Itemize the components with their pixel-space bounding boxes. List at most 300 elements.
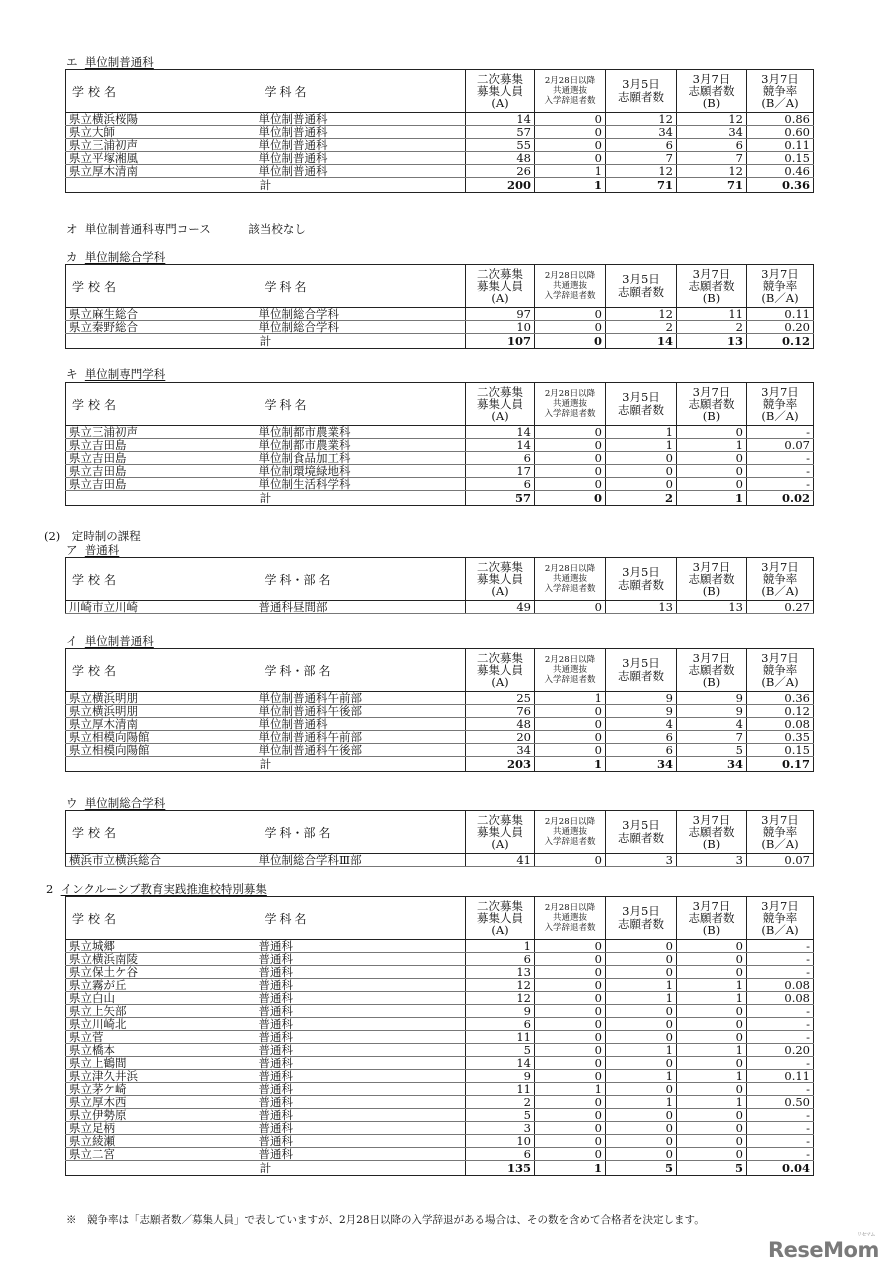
header-line: 志願者数 (618, 669, 664, 683)
header-line: 競争率 (762, 663, 798, 677)
dept-name: 普通科 (259, 1057, 466, 1070)
ratio-value: - (747, 1122, 814, 1135)
total-ratio: 0.04 (747, 1161, 814, 1176)
header-line: 3月7日 (761, 267, 799, 281)
header-line: (B／A) (761, 923, 799, 937)
dept-name: 単位制普通科 (259, 152, 466, 165)
ratio-value: 0.11 (747, 308, 814, 321)
section-label: インクルーシブ教育実践推進校特別募集 (60, 882, 267, 896)
withdrawals-value: 0 (535, 1044, 606, 1057)
applicants-0307-value: 0 (677, 1109, 747, 1122)
dept-name: 単位制都市農業科 (259, 426, 466, 439)
school-name: 県立平塚湘風 (66, 152, 259, 165)
header-line: 二次募集 (477, 385, 523, 399)
header-line: 競争率 (762, 84, 798, 98)
capacity-value: 9 (466, 1070, 535, 1083)
school-name: 県立麻生総合 (66, 308, 259, 321)
header-ratio (747, 70, 814, 113)
total-withdrawals: 1 (535, 757, 606, 772)
applicants-0307-value: 3 (677, 854, 747, 867)
header-line: 入学辞退者数 (544, 409, 596, 419)
header-school: 学校名 (66, 649, 259, 692)
school-name: 県立城郷 (66, 940, 259, 953)
header-line: 3月5日 (622, 77, 660, 91)
header-line: 2月28日以降 (544, 271, 596, 281)
header-capacity (466, 383, 535, 426)
ratio-value: 0.11 (747, 139, 814, 152)
ratio-value: 0.08 (747, 992, 814, 1005)
dept-name: 単位制総合学科 (259, 321, 466, 334)
capacity-value: 57 (466, 126, 535, 139)
school-name: 県立菅 (66, 1031, 259, 1044)
applicants-0305-value: 6 (606, 139, 677, 152)
table-row (66, 1044, 814, 1057)
table-row (66, 940, 814, 953)
applicants-0307-value: 13 (677, 601, 747, 614)
applicants-0305-value: 1 (606, 1070, 677, 1083)
ratio-value: 0.15 (747, 152, 814, 165)
dept-name: 単位制普通科 (259, 718, 466, 731)
resemom-logo (768, 1232, 879, 1262)
ratio-value: 0.20 (747, 1044, 814, 1057)
header-line: 志願者数 (688, 572, 735, 586)
school-name: 県立横浜桜陽 (66, 113, 259, 126)
withdrawals-value: 0 (535, 1122, 606, 1135)
dept-name: 普通科 (259, 953, 466, 966)
table-row (66, 1135, 814, 1148)
total-withdrawals: 1 (535, 178, 606, 193)
ratio-value: 0.46 (747, 165, 814, 178)
withdrawals-value: 0 (535, 1018, 606, 1031)
table-row (66, 705, 814, 718)
withdrawals-value: 0 (535, 718, 606, 731)
header-applicants-0305 (606, 649, 677, 692)
header-line: 2月28日以降 (544, 655, 596, 665)
section-label: 単位制専門学科 (84, 367, 166, 381)
withdrawals-value: 0 (535, 744, 606, 757)
total-applicants-0307: 13 (677, 334, 747, 349)
table-ki (65, 382, 814, 506)
section-title-ki (66, 367, 165, 381)
header-line: 3月5日 (622, 904, 660, 918)
total-label: 計 (66, 178, 466, 193)
header-line: 競争率 (762, 825, 798, 839)
header-line: (A) (491, 291, 509, 305)
header-row (66, 265, 814, 308)
header-line: 共通選抜 (552, 399, 587, 409)
applicants-0305-value: 0 (606, 1135, 677, 1148)
table-row (66, 452, 814, 465)
applicants-0307-value: 0 (677, 1031, 747, 1044)
capacity-value: 25 (466, 692, 535, 705)
applicants-0305-value: 3 (606, 854, 677, 867)
applicants-0305-value: 12 (606, 113, 677, 126)
header-line: (B／A) (761, 584, 799, 598)
school-name: 県立大師 (66, 126, 259, 139)
header-line: 3月7日 (692, 385, 731, 399)
header-line: 共通選抜 (552, 913, 587, 923)
capacity-value: 14 (466, 426, 535, 439)
header-line: 2月28日以降 (544, 389, 596, 399)
capacity-value: 10 (466, 1135, 535, 1148)
applicants-0305-value: 12 (606, 308, 677, 321)
applicants-0307-value: 0 (677, 1018, 747, 1031)
withdrawals-value: 0 (535, 731, 606, 744)
section-prefix: イ (66, 634, 78, 648)
applicants-0307-value: 1 (677, 992, 747, 1005)
header-ratio (747, 649, 814, 692)
header-line: 志願者数 (688, 663, 735, 677)
applicants-0307-value: 11 (677, 308, 747, 321)
withdrawals-value: 0 (535, 1057, 606, 1070)
ratio-value: - (747, 1005, 814, 1018)
table-row (66, 1148, 814, 1161)
header-line: 3月7日 (692, 651, 731, 665)
header-line: 競争率 (762, 279, 798, 293)
capacity-value: 3 (466, 1122, 535, 1135)
logo-text: ReseMom (768, 1238, 879, 1262)
applicants-0305-value: 0 (606, 940, 677, 953)
capacity-value: 14 (466, 113, 535, 126)
applicants-0305-value: 0 (606, 465, 677, 478)
withdrawals-value: 1 (535, 1083, 606, 1096)
header-line: 志願者数 (618, 285, 664, 299)
header-line: 3月7日 (761, 72, 799, 86)
ratio-value: - (747, 478, 814, 491)
ratio-value: 0.11 (747, 1070, 814, 1083)
header-line: 3月5日 (622, 272, 660, 286)
applicants-0307-value: 34 (677, 126, 747, 139)
header-line: 3月7日 (761, 899, 799, 913)
header-line: 志願者数 (618, 578, 664, 592)
header-line: 二次募集 (477, 267, 523, 281)
school-name: 県立三浦初声 (66, 426, 259, 439)
header-ratio (747, 811, 814, 854)
header-line: 二次募集 (477, 560, 523, 574)
capacity-value: 5 (466, 1109, 535, 1122)
header-line: 共通選抜 (552, 86, 587, 96)
capacity-value: 17 (466, 465, 535, 478)
applicants-0305-value: 12 (606, 165, 677, 178)
withdrawals-value: 0 (535, 465, 606, 478)
no-school-note: 該当校なし (248, 222, 306, 236)
header-school: 学校名 (66, 265, 259, 308)
table-t-a (65, 557, 814, 614)
section-title-t-i (66, 634, 154, 648)
withdrawals-value: 0 (535, 1031, 606, 1044)
table-row (66, 731, 814, 744)
school-name: 県立二宮 (66, 1148, 259, 1161)
header-line: (B／A) (761, 409, 799, 423)
header-line: 2月28日以降 (544, 817, 596, 827)
header-line: 2月28日以降 (544, 903, 596, 913)
header-withdrawals (535, 558, 606, 601)
applicants-0307-value: 4 (677, 718, 747, 731)
dept-name: 普通科 (259, 1135, 466, 1148)
capacity-value: 12 (466, 992, 535, 1005)
applicants-0307-value: 1 (677, 1070, 747, 1083)
withdrawals-value: 1 (535, 692, 606, 705)
header-line: 志願者数 (688, 911, 735, 925)
applicants-0307-value: 0 (677, 1057, 747, 1070)
capacity-value: 55 (466, 139, 535, 152)
header-line: 志願者数 (688, 279, 735, 293)
header-dept: 学科･部名 (259, 649, 466, 692)
header-line: 共通選抜 (552, 574, 587, 584)
withdrawals-value: 0 (535, 1005, 606, 1018)
section-title-t-u (66, 796, 165, 810)
applicants-0305-value: 1 (606, 1096, 677, 1109)
dept-name: 単位制普通科午後部 (259, 705, 466, 718)
withdrawals-value: 0 (535, 452, 606, 465)
table-row (66, 601, 814, 614)
header-school: 学校名 (66, 383, 259, 426)
withdrawals-value: 0 (535, 113, 606, 126)
header-line: 二次募集 (477, 813, 523, 827)
applicants-0307-value: 0 (677, 940, 747, 953)
header-line: 共通選抜 (552, 827, 587, 837)
header-line: 3月5日 (622, 565, 660, 579)
applicants-0307-value: 9 (677, 705, 747, 718)
footnote: ※ 競争率は「志願者数／募集人員」で表していますが、2月28日以降の入学辞退がある場合は、その数を含めて合格者を決定します。 (66, 1214, 705, 1226)
header-line: 志願者数 (618, 403, 664, 417)
header-school: 学校名 (66, 558, 259, 601)
section-label: 単位制普通科専門コース (84, 222, 211, 236)
ratio-value: 0.07 (747, 439, 814, 452)
total-row (66, 334, 814, 349)
table-t-u (65, 810, 814, 867)
table-row (66, 1096, 814, 1109)
total-applicants-0305: 2 (606, 491, 677, 506)
total-applicants-0305: 5 (606, 1161, 677, 1176)
capacity-value: 49 (466, 601, 535, 614)
applicants-0307-value: 0 (677, 966, 747, 979)
withdrawals-value: 0 (535, 705, 606, 718)
school-name: 県立秦野総合 (66, 321, 259, 334)
total-capacity: 107 (466, 334, 535, 349)
school-name: 県立足柄 (66, 1122, 259, 1135)
dept-name: 普通科 (259, 1083, 466, 1096)
capacity-value: 48 (466, 718, 535, 731)
capacity-value: 14 (466, 439, 535, 452)
header-applicants-0307 (677, 558, 747, 601)
applicants-0305-value: 0 (606, 1005, 677, 1018)
header-line: 競争率 (762, 911, 798, 925)
header-line: 募集人員 (477, 825, 523, 839)
capacity-value: 11 (466, 1083, 535, 1096)
school-name: 県立相模向陽館 (66, 731, 259, 744)
applicants-0305-value: 4 (606, 718, 677, 731)
school-name: 県立横浜明朋 (66, 705, 259, 718)
total-row (66, 1161, 814, 1176)
ratio-value: 0.60 (747, 126, 814, 139)
section-prefix: ウ (66, 796, 78, 810)
dept-name: 単位制生活科学科 (259, 478, 466, 491)
capacity-value: 26 (466, 165, 535, 178)
dept-name: 普通科 (259, 1018, 466, 1031)
total-capacity: 203 (466, 757, 535, 772)
ratio-value: - (747, 1083, 814, 1096)
ratio-value: 0.27 (747, 601, 814, 614)
header-line: 共通選抜 (552, 665, 587, 675)
applicants-0305-value: 2 (606, 321, 677, 334)
ratio-value: - (747, 1031, 814, 1044)
total-ratio: 0.36 (747, 178, 814, 193)
school-name: 県立綾瀬 (66, 1135, 259, 1148)
capacity-value: 41 (466, 854, 535, 867)
applicants-0305-value: 0 (606, 478, 677, 491)
header-line: 二次募集 (477, 899, 523, 913)
header-line: 共通選抜 (552, 281, 587, 291)
header-dept: 学科･部名 (259, 558, 466, 601)
dept-name: 普通科 (259, 1109, 466, 1122)
school-name: 県立厚木清南 (66, 165, 259, 178)
header-line: (B／A) (761, 675, 799, 689)
header-school: 学校名 (66, 70, 259, 113)
header-capacity (466, 558, 535, 601)
dept-name: 単位制普通科午前部 (259, 692, 466, 705)
dept-name: 普通科 (259, 966, 466, 979)
header-line: 募集人員 (477, 911, 523, 925)
header-applicants-0307 (677, 811, 747, 854)
header-line: (A) (491, 837, 509, 851)
section-title-o (66, 222, 306, 236)
total-ratio: 0.12 (747, 334, 814, 349)
header-withdrawals (535, 897, 606, 940)
header-line: 志願者数 (688, 825, 735, 839)
applicants-0307-value: 2 (677, 321, 747, 334)
table-row (66, 439, 814, 452)
dept-name: 単位制普通科午後部 (259, 744, 466, 757)
ratio-value: 0.20 (747, 321, 814, 334)
header-row (66, 383, 814, 426)
header-line: (A) (491, 584, 509, 598)
ratio-value: - (747, 465, 814, 478)
total-applicants-0307: 5 (677, 1161, 747, 1176)
school-name: 県立厚木西 (66, 1096, 259, 1109)
applicants-0305-value: 6 (606, 744, 677, 757)
applicants-0305-value: 1 (606, 1044, 677, 1057)
ratio-value: 0.12 (747, 705, 814, 718)
header-line: 入学辞退者数 (544, 584, 596, 594)
capacity-value: 20 (466, 731, 535, 744)
table-row (66, 953, 814, 966)
applicants-0305-value: 1 (606, 439, 677, 452)
dept-name: 単位制普通科 (259, 165, 466, 178)
table-row (66, 692, 814, 705)
withdrawals-value: 0 (535, 1070, 606, 1083)
applicants-0305-value: 9 (606, 705, 677, 718)
header-line: 志願者数 (688, 397, 735, 411)
total-withdrawals: 1 (535, 1161, 606, 1176)
header-capacity (466, 70, 535, 113)
header-ratio (747, 383, 814, 426)
school-name: 県立川崎北 (66, 1018, 259, 1031)
section-prefix: 2 (46, 882, 54, 896)
ratio-value: - (747, 940, 814, 953)
total-ratio: 0.17 (747, 757, 814, 772)
table-ka (65, 264, 814, 349)
header-applicants-0305 (606, 811, 677, 854)
ratio-value: - (747, 452, 814, 465)
dept-name: 普通科 (259, 1005, 466, 1018)
header-line: (B) (702, 837, 721, 851)
header-line: (A) (491, 675, 509, 689)
header-applicants-0305 (606, 383, 677, 426)
header-capacity (466, 649, 535, 692)
table-row (66, 1031, 814, 1044)
table-t-i (65, 648, 814, 772)
ratio-value: 0.08 (747, 979, 814, 992)
header-line: 入学辞退者数 (544, 675, 596, 685)
dept-name: 普通科 (259, 1096, 466, 1109)
header-line: 入学辞退者数 (544, 837, 596, 847)
header-line: (A) (491, 96, 509, 110)
applicants-0305-value: 0 (606, 1122, 677, 1135)
header-line: 3月5日 (622, 390, 660, 404)
applicants-0307-value: 0 (677, 953, 747, 966)
school-name: 県立吉田島 (66, 452, 259, 465)
capacity-value: 97 (466, 308, 535, 321)
applicants-0307-value: 7 (677, 152, 747, 165)
total-applicants-0307: 34 (677, 757, 747, 772)
header-line: 志願者数 (618, 831, 664, 845)
header-line: 3月5日 (622, 818, 660, 832)
withdrawals-value: 0 (535, 1135, 606, 1148)
header-line: 3月7日 (692, 560, 731, 574)
applicants-0305-value: 0 (606, 1148, 677, 1161)
table-row (66, 1070, 814, 1083)
section-prefix: エ (66, 55, 78, 69)
header-line: (B) (702, 923, 721, 937)
table-row (66, 478, 814, 491)
section-label: 単位制総合学科 (84, 250, 166, 264)
applicants-0307-value: 9 (677, 692, 747, 705)
dept-name: 単位制食品加工科 (259, 452, 466, 465)
header-line: 3月7日 (761, 813, 799, 827)
capacity-value: 2 (466, 1096, 535, 1109)
applicants-0305-value: 0 (606, 1018, 677, 1031)
school-name: 県立相模向陽館 (66, 744, 259, 757)
applicants-0307-value: 1 (677, 439, 747, 452)
table-row (66, 744, 814, 757)
capacity-value: 6 (466, 478, 535, 491)
applicants-0307-value: 0 (677, 1148, 747, 1161)
header-applicants-0307 (677, 897, 747, 940)
total-applicants-0307: 1 (677, 491, 747, 506)
ratio-value: 0.08 (747, 718, 814, 731)
dept-name: 単位制総合学科 (259, 308, 466, 321)
section-label: 普通科 (84, 543, 120, 557)
capacity-value: 76 (466, 705, 535, 718)
applicants-0307-value: 0 (677, 1122, 747, 1135)
capacity-value: 34 (466, 744, 535, 757)
applicants-0305-value: 1 (606, 426, 677, 439)
capacity-value: 11 (466, 1031, 535, 1044)
dept-name: 普通科 (259, 1031, 466, 1044)
header-line: (B) (702, 675, 721, 689)
section-prefix: ア (66, 543, 78, 557)
applicants-0305-value: 0 (606, 953, 677, 966)
applicants-0307-value: 0 (677, 1005, 747, 1018)
capacity-value: 48 (466, 152, 535, 165)
table-row (66, 1018, 814, 1031)
header-withdrawals (535, 70, 606, 113)
table-row (66, 126, 814, 139)
table-row (66, 1005, 814, 1018)
applicants-0307-value: 0 (677, 426, 747, 439)
applicants-0307-value: 0 (677, 452, 747, 465)
